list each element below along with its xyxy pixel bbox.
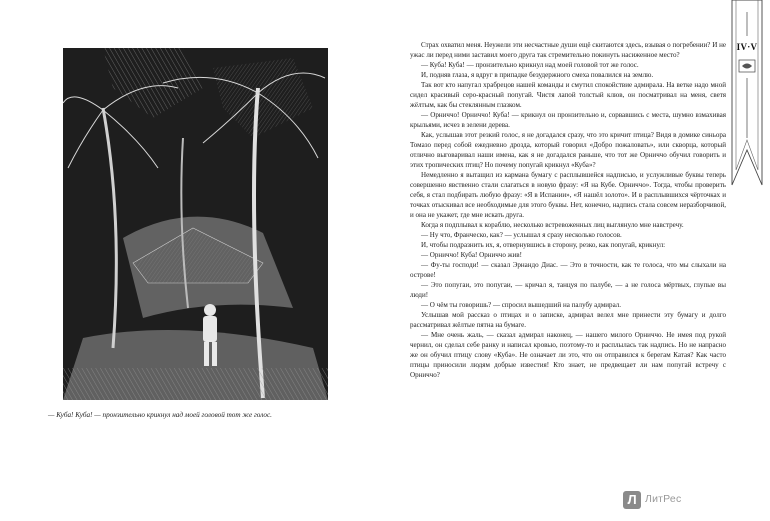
paragraph: Когда я подплывал к кораблю, несколько встревоженных лиц выглянуло мне навстречу. <box>421 221 684 229</box>
engraving-image <box>63 48 328 400</box>
paragraph: Немедленно я вытащил из кармана бумагу с расплывшейся надписью, и услужливые буквы теперь совершенно явственно стали слагаться в новую фразу: «Я на Кубе. Орниччо». Тогда, чтобы проверить себя, я стал подбирать любую фразу: «Я в Испании», «Я нашёл золото». И в расплывшихся чёрточках и точках отыскивал все необходимые для этого буквы. Нет, конечно, надпись стала совсем неразборчивой, и она не укажет, где мне искать друга. <box>410 171 726 219</box>
paragraph: И, чтобы подразнить их, я, отвернувшись в сторону, резко, как попугай, крикнул: <box>421 241 666 249</box>
paragraph: — Это попугаи, это попугаи, — кричал я, танцуя по палубе, — а не голоса мёртвых, глупые вы люди! <box>410 281 726 299</box>
watermark-text: ЛитРес <box>645 493 682 505</box>
paragraph: — О чём ты говоришь? — спросил вышедший на палубу адмирал. <box>421 301 622 309</box>
illustration-caption: — Куба! Куба! — пронзительно крикнул над моей головой тот же голос. <box>48 411 272 419</box>
paragraph: И, подняв глаза, я вдруг в припадке безудержного смеха повалился на землю. <box>421 71 654 79</box>
page-text <box>410 40 726 508</box>
paragraph: — Орниччо! Орниччо! Куба! — крикнул он пронзительно и, сорвавшись с места, шумно взмахивая крыльями, исчез в зелени дерева. <box>410 111 726 129</box>
paragraph: Услышав мой рассказ о птицах и о записке, адмирал велел мне принести эту бумагу и долго рассматривал жёлтые пятна на бумаге. <box>410 311 726 329</box>
paragraph: — Орниччо! Куба! Орниччо жив! <box>421 251 522 259</box>
paragraph: — Мне очень жаль, — сказал адмирал наконец, — нашего милого Орниччо. Не имея под рукой чернил, он сделал себе ранку и написал кровью, поэтому-то и расплылась так надпись. Но не напрасно же он обучил птицу слову «Куба». Не означает ли это, что он отправился к берегам Катая? Как часто птицы приносили людям добрые известия! Кто знает, не предвещает ли нам попугай встречу с Орниччо? <box>410 331 726 379</box>
paragraph: — Куба! Куба! — пронзительно крикнул над моей головой тот же голос. <box>421 61 639 69</box>
chapter-mark: IV·V <box>736 42 758 52</box>
paragraph: Так вот кто напугал храбрецов нашей команды и смутил спокойствие адмирала. На ветке надо мной сидел красивый серо-красный попугай. Чистя лапой толстый клюв, он посматривал на меня, светя жёлтым, как бы стеклянным глазком. <box>410 81 726 109</box>
paragraph: — Ну что, Франческо, как? — услышал я сразу несколько голосов. <box>421 231 622 239</box>
litres-logo-icon: Л <box>623 491 641 509</box>
paragraph: Страх охватил меня. Неужели эти несчастные души ещё скитаются здесь, взывая о погребении? И не ужас ли перед ними заставил моего друга так стремительно покинуть насиженное место? <box>410 41 726 59</box>
jungle-illustration <box>63 48 328 400</box>
ribbon-bookmark <box>728 0 766 188</box>
paragraph: Как, услышав этот резкий голос, я не догадался сразу, что это кричит птица? Видя в домике синьора Томазо перед собой ежедневно дрозда, который говорил «Добро пожаловать», или скворца, который отлично выговаривал наши имена, как я не догадался раньше, что тот же Орниччо обучил говорить и этих тропических птиц? Но почему попугай крикнул «Куба»? <box>410 131 726 169</box>
paragraph: — Фу-ты господи! — сказал Эрнандо Диас. — Это в точности, как те голоса, что мы слыхали на острове! <box>410 261 726 279</box>
